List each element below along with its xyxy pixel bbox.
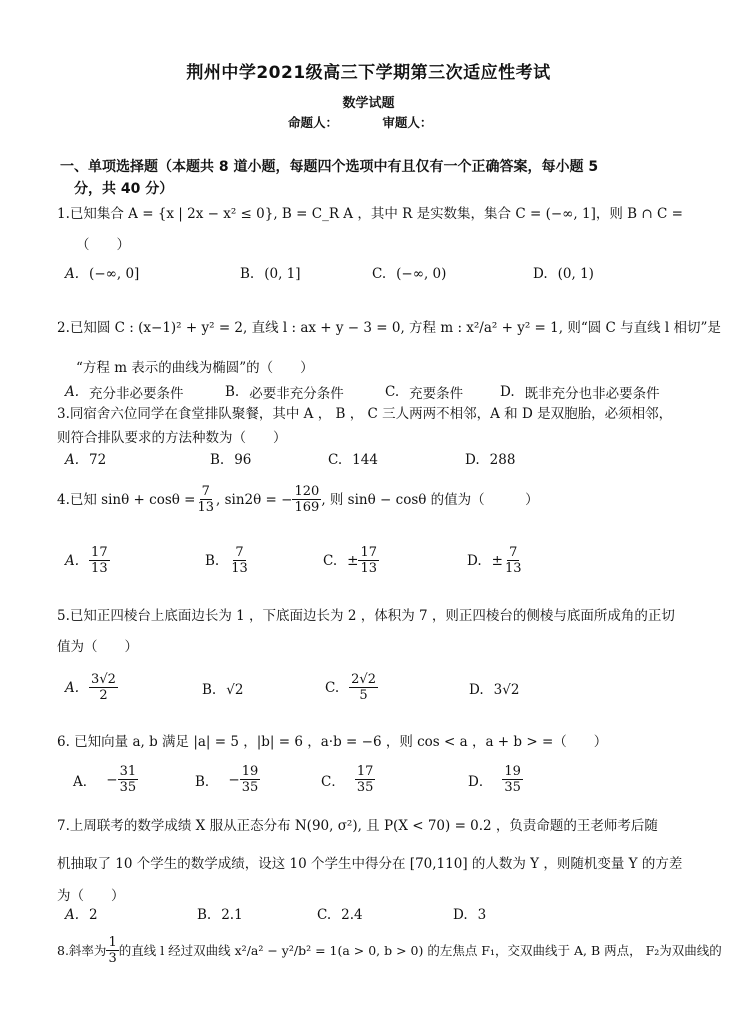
q1-option-d: D. (0, 1) — [533, 266, 594, 282]
q6-option-b: B． − $\frac{19}{35}$ — [195, 764, 259, 795]
q1-option-b: B. (0, 1] — [240, 266, 301, 282]
question-5-stem-cont: 值为（ ） — [57, 639, 138, 655]
q5-option-c: C. $\frac{2√2}{5}$ — [325, 672, 376, 703]
question-5-options — [65, 672, 685, 712]
section-heading — [60, 156, 680, 200]
question-8-stem: 8.斜率为 $\frac{1}{3}$ 的直线 l 经过双曲线 x²/a² − y²/b² = 1(a > 0, b > 0) 的左焦点 F₁，交双曲线于 A, B 两点， F₂为双曲线的 — [57, 935, 722, 966]
section-heading-line2: 分，共 40 分） — [74, 181, 174, 197]
q2-option-b: B. 必要非充分条件 — [225, 384, 344, 402]
q4-option-b: B. $\frac{7}{13}$ — [205, 545, 248, 576]
q2-option-a: A. 充分非必要条件 — [65, 384, 184, 402]
question-7-stem-cont: 机抽取了 10 个学生的数学成绩，设这 10 个学生中得分在 [70,110] 的人数为 Y ，则随机变量 Y 的方差 — [57, 856, 683, 872]
q7-option-a: A. 2 — [65, 907, 98, 923]
q4-fraction-2: $\frac{120}{169}$ — [294, 484, 320, 515]
q1-option-a: A. (−∞, 0] — [65, 266, 140, 282]
q7-option-b: B. 2.1 — [197, 907, 243, 923]
q3-option-b: B. 96 — [210, 452, 252, 468]
q5-option-d: D. 3√2 — [469, 682, 520, 698]
exam-subtitle: 数学试题 — [342, 96, 395, 111]
question-7-stem-cont2: 为（ ） — [57, 888, 125, 904]
q4-option-d: D. ± $\frac{7}{13}$ — [467, 545, 522, 576]
q4-option-a: A. $\frac{17}{13}$ — [65, 545, 108, 576]
q1-option-c: C. (−∞, 0) — [372, 266, 447, 282]
q5-option-a: A. $\frac{3√2}{2}$ — [65, 672, 116, 703]
q3-option-a: A. 72 — [65, 452, 107, 468]
question-3-stem: 3.同宿舍六位同学在食堂排队聚餐，其中 A ， B ， C 三人两两不相邻，A 和 D 是双胞胎，必须相邻， — [57, 406, 673, 422]
exam-title: 荆州中学2021级高三下学期第三次适应性考试 — [186, 63, 551, 83]
question-4-options — [65, 545, 685, 585]
question-2-stem-cont: “方程 m 表示的曲线为椭圆”的（ ） — [76, 360, 314, 376]
question-2-stem: 2.已知圆 C : (x−1)² + y² = 2, 直线 l : ax + y − 3 = 0, 方程 m : x²/a² + y² = 1, 则“圆 C 与直线 l 相切”是 — [57, 320, 721, 336]
question-5-stem: 5.已知正四棱台上底面边长为 1 ，下底面边长为 2 ，体积为 7 ，则正四棱台的侧棱与底面所成角的正切 — [57, 608, 675, 624]
question-7-stem: 7.上周联考的数学成绩 X 服从正态分布 N(90, σ²), 且 P(X < 70) = 0.2 ，负责命题的王老师考后随 — [57, 818, 658, 834]
q6-option-c: C． $\frac{17}{35}$ — [321, 764, 374, 795]
q6-option-a: A． − $\frac{31}{35}$ — [73, 764, 137, 795]
q3-option-d: D. 288 — [465, 452, 516, 468]
q3-option-c: C. 144 — [328, 452, 378, 468]
question-1-options — [65, 266, 685, 306]
q4-option-c: C. ± $\frac{17}{13}$ — [323, 545, 377, 576]
question-6-options — [65, 764, 685, 804]
q8-fraction: $\frac{1}{3}$ — [108, 935, 117, 966]
q6-option-d: D． $\frac{19}{35}$ — [468, 764, 521, 795]
author-label: 命题人： — [288, 115, 339, 130]
q2-option-c: C. 充要条件 — [385, 384, 464, 402]
authors-line — [288, 113, 472, 131]
question-4-stem: 4.已知 sinθ + cosθ = $\frac{7}{13}$ , sin2θ = − $\frac{120}{169}$ , 则 sinθ − cosθ 的值为（ ） — [57, 484, 539, 515]
q2-option-d: D. 既非充分也非必要条件 — [500, 384, 660, 402]
section-heading-line1: 一、单项选择题（本题共 8 道小题，每题四个选项中有且仅有一个正确答案，每小题 5 — [60, 159, 599, 175]
question-1-stem-cont: （ ） — [76, 237, 130, 253]
q7-option-d: D. 3 — [453, 907, 487, 923]
question-3-stem-cont: 则符合排队要求的方法种数为（ ） — [57, 430, 287, 446]
q5-option-b: B. √2 — [202, 682, 244, 698]
question-1-stem: 1.已知集合 A = {x | 2x − x² ≤ 0}, B = C_R A ，其中 R 是实数集，集合 C = (−∞, 1]，则 B ∩ C = — [57, 206, 683, 222]
q4-fraction-1: $\frac{7}{13}$ — [197, 484, 215, 515]
reviewer-label: 审题人： — [382, 115, 433, 130]
question-6-stem: 6. 已知向量 a, b 满足 |a| = 5 ，|b| = 6 ，a·b = −6 ，则 cos < a ，a + b > =（ ） — [57, 734, 608, 750]
q7-option-c: C. 2.4 — [317, 907, 363, 923]
